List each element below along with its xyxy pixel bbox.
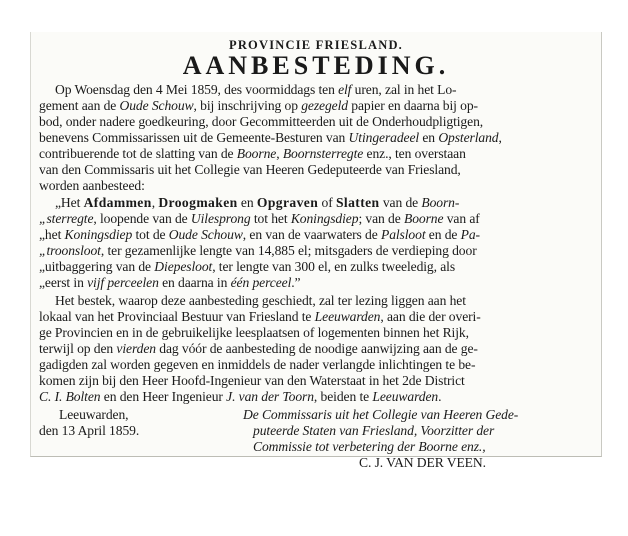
para3-line-1: Het bestek, waarop deze aanbesteding geschiedt, zal ter lezing liggen aan het	[55, 293, 466, 308]
signatory-name: C. J. VAN DER VEEN.	[359, 455, 486, 470]
para2-line-2: „sterregte, loopende van de Uilesprong tot het Koningsdiep; van de Boorne van af	[39, 211, 480, 226]
para1-line-7: worden aanbesteed:	[39, 178, 145, 193]
commission-line-3: Commissie tot verbetering der Boorne enz.,	[253, 439, 486, 454]
para2-line-3: „het Koningsdiep tot de Oude Schouw, en van de vaarwaters de Palsloot en de Pa-	[39, 227, 480, 242]
para1-line-6: van den Commissaris uit het Collegie van Heeren Gedeputeerde van Friesland,	[39, 162, 461, 177]
commission-line-1: De Commissaris uit het Collegie van Heeren Gede-	[243, 407, 519, 422]
para3-line-3: ge Provincien en in de gebruikelijke leesplaatsen of logementen binnen het Rijk,	[39, 325, 469, 340]
para2-line-6: „eerst in vijf perceelen en daarna in één perceel.”	[39, 275, 301, 290]
signature-date: den 13 April 1859.	[39, 423, 140, 438]
para3-line-4: terwijl op den vierden dag vóór de aanbesteding de noodige aanwijzing aan de ge-	[39, 341, 478, 356]
para3-line-2: lokaal van het Provinciaal Bestuur van Friesland te Leeuwarden, aan die der overi-	[39, 309, 481, 324]
para1-line-2: gement aan de Oude Schouw, bij inschrijving op gezegeld papier en daarna bij op-	[39, 98, 478, 113]
newspaper-clipping	[30, 32, 602, 470]
para2-line-5: „uitbaggering van de Diepesloot, ter lengte van 300 el, en zulks tweeledig, als	[39, 259, 456, 274]
para3-line-5: gadigden zal worden gegeven en inmiddels de nader verlangde inlichtingen te be-	[39, 357, 476, 372]
para2-line-1: „Het Afdammen, Droogmaken en Opgraven of Slatten van de Boorn-	[55, 195, 460, 210]
commission-line-2: puteerde Staten van Friesland, Voorzitter der	[253, 423, 495, 438]
para1-line-1: Op Woensdag den 4 Mei 1859, des voormiddags ten elf uren, zal in het Lo-	[55, 82, 457, 97]
province-heading: PROVINCIE FRIESLAND.	[228, 38, 404, 52]
para1-line-4: benevens Commissarissen uit de Gemeente-Besturen van Utingeradeel en Opsterland,	[39, 130, 502, 145]
para1-line-5: contribuerende tot de slatting van de Boorne, Boornsterregte enz., ten overstaan	[39, 146, 466, 161]
para3-line-6: komen zijn bij den Heer Hoofd-Ingenieur van den Waterstaat in het 2de District	[39, 373, 465, 388]
signature-place: Leeuwarden,	[59, 407, 129, 422]
para1-line-3: bod, onder nadere goedkeuring, door Gecommitteerden uit de Onderhoudpligtigen,	[39, 114, 484, 129]
para3-line-7: C. I. Bolten en den Heer Ingenieur J. van der Toorn, beiden te Leeuwarden.	[39, 389, 442, 404]
announcement-title: AANBESTEDING.	[182, 51, 450, 80]
para2-line-4: „troonsloot, ter gezamenlijke lengte van 14,885 el; mitsgaders de verdieping door	[39, 243, 477, 258]
